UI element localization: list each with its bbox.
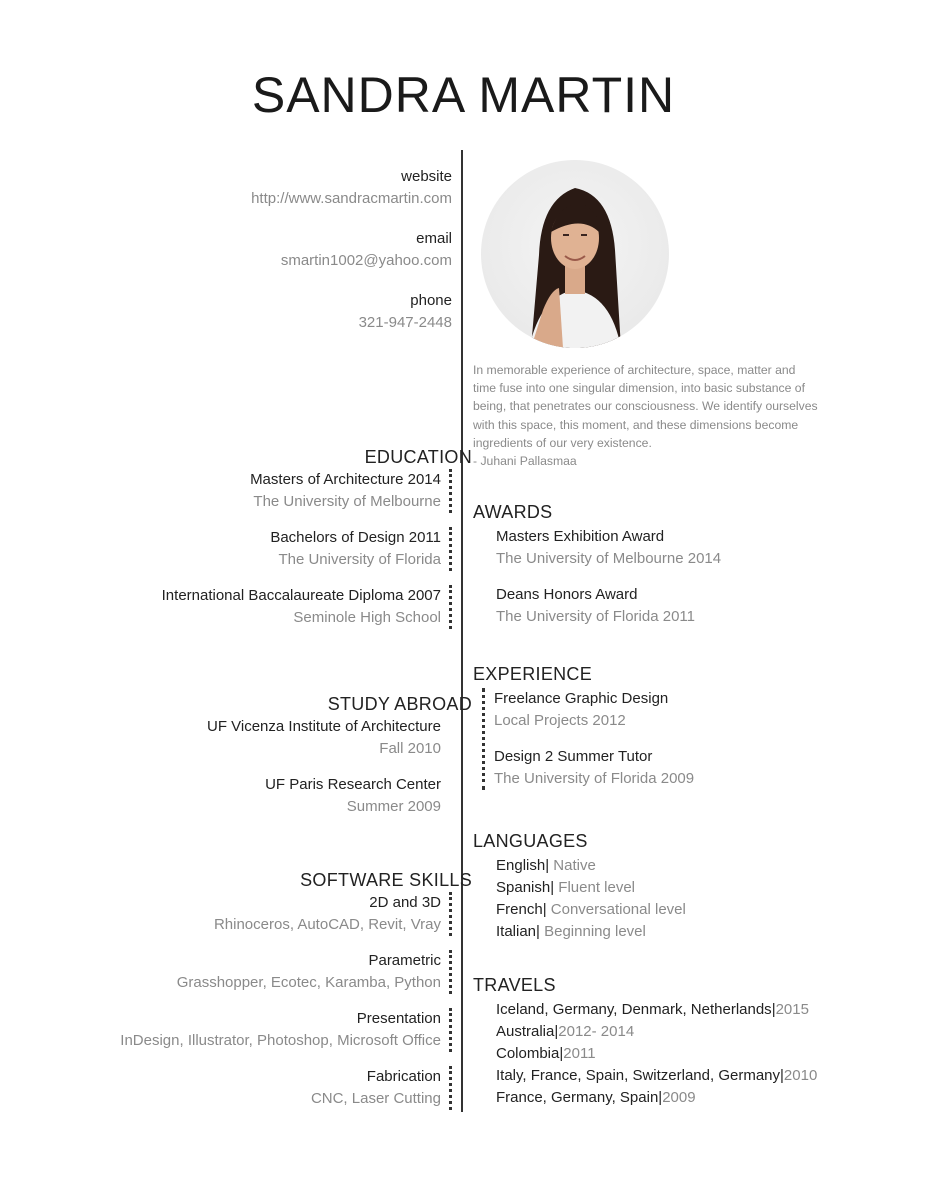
study-abroad-item bbox=[207, 716, 452, 760]
software-skills-section bbox=[120, 868, 472, 1110]
website-link[interactable]: http://www.sandracmartin.com bbox=[251, 190, 452, 207]
award-detail: The University of Florida 2011 bbox=[496, 608, 695, 625]
award-name: Deans Honors Award bbox=[496, 586, 638, 603]
skill-item bbox=[120, 1008, 452, 1052]
separator: | bbox=[780, 1067, 784, 1084]
skill-category: 2D and 3D bbox=[369, 894, 441, 911]
quote-text: In memorable experience of architecture, space, matter and time fuse into one singular dimension, into basic substance of being, that penetrates our consciousness. We identify ourselves with this space, this moment, and these dimensions become ingredients of our very existence. bbox=[473, 363, 818, 450]
portrait-illustration bbox=[481, 160, 669, 348]
experience-heading: EXPERIENCE bbox=[473, 664, 593, 684]
education-section bbox=[161, 445, 472, 629]
award-item bbox=[473, 526, 721, 570]
language-item bbox=[496, 899, 686, 921]
education-item bbox=[162, 469, 452, 513]
language-level: Conversational level bbox=[550, 901, 686, 918]
language-name: French bbox=[496, 901, 543, 918]
education-school: The University of Florida bbox=[278, 551, 441, 568]
experience-detail: Local Projects 2012 bbox=[494, 712, 626, 729]
award-item bbox=[473, 584, 721, 628]
study-abroad-term: Fall 2010 bbox=[379, 740, 441, 757]
travel-item bbox=[496, 1087, 817, 1109]
travel-list bbox=[473, 999, 817, 1109]
skill-item bbox=[120, 950, 452, 994]
education-degree: Masters of Architecture 2014 bbox=[250, 471, 441, 488]
name-title: SANDRA MARTIN bbox=[251, 67, 676, 123]
separator: | bbox=[542, 901, 547, 918]
separator: | bbox=[771, 1001, 776, 1018]
education-heading: EDUCATION bbox=[364, 447, 472, 467]
study-abroad-section bbox=[206, 692, 472, 818]
skill-tools: CNC, Laser Cutting bbox=[310, 1090, 441, 1107]
languages-section bbox=[473, 829, 686, 943]
travel-places: France, Germany, Spain bbox=[496, 1089, 659, 1106]
travel-places: Colombia bbox=[496, 1045, 560, 1062]
language-level: Native bbox=[553, 857, 596, 874]
phone-label: phone bbox=[410, 292, 452, 309]
quote-author: - Juhani Pallasmaa bbox=[473, 454, 577, 469]
experience-detail: The University of Florida 2009 bbox=[494, 770, 695, 787]
skill-tools: Grasshopper, Ecotec, Karamba, Python bbox=[176, 974, 441, 991]
language-item bbox=[496, 921, 686, 943]
award-name: Masters Exhibition Award bbox=[496, 528, 665, 545]
skill-tools: Rhinoceros, AutoCAD, Revit, Vray bbox=[213, 916, 441, 933]
travel-item bbox=[496, 1021, 817, 1043]
award-detail: The University of Melbourne 2014 bbox=[496, 550, 722, 567]
language-item bbox=[496, 877, 686, 899]
separator: | bbox=[559, 1045, 564, 1062]
education-item bbox=[162, 585, 452, 629]
website-label: website bbox=[401, 168, 452, 185]
skill-category: Parametric bbox=[368, 952, 441, 969]
education-school: The University of Melbourne bbox=[253, 493, 441, 510]
language-list bbox=[473, 855, 686, 943]
experience-item bbox=[494, 688, 694, 732]
separator: | bbox=[550, 879, 555, 896]
phone-value: 321-947-2448 bbox=[358, 314, 452, 331]
travel-year: 2011 bbox=[563, 1045, 596, 1062]
skill-item bbox=[120, 892, 452, 936]
travel-places: Iceland, Germany, Denmark, Netherlands bbox=[496, 1001, 772, 1018]
skill-category: Presentation bbox=[356, 1010, 441, 1027]
travel-year: 2015 bbox=[775, 1001, 809, 1018]
language-name: Spanish bbox=[496, 879, 551, 896]
skill-tools: InDesign, Illustrator, Photoshop, Microsoft Office bbox=[120, 1032, 441, 1049]
education-school: Seminole High School bbox=[293, 609, 441, 626]
education-degree: Bachelors of Design 2011 bbox=[270, 529, 441, 546]
language-name: English bbox=[496, 857, 546, 874]
travels-section bbox=[473, 973, 817, 1109]
travel-item bbox=[496, 999, 817, 1021]
skill-category: Fabrication bbox=[366, 1068, 441, 1085]
travel-year: 2009 bbox=[662, 1089, 696, 1106]
separator: | bbox=[536, 923, 540, 940]
travels-heading: TRAVELS bbox=[473, 975, 556, 995]
separator: | bbox=[554, 1023, 559, 1040]
skill-item bbox=[120, 1066, 452, 1110]
separator: | bbox=[545, 857, 550, 874]
software-skills-heading: SOFTWARE SKILLS bbox=[300, 870, 472, 890]
language-level: Fluent level bbox=[558, 879, 636, 896]
languages-heading: LANGUAGES bbox=[473, 831, 588, 851]
travel-item bbox=[496, 1043, 817, 1065]
center-divider bbox=[461, 150, 463, 1112]
travel-year: 2012- 2014 bbox=[558, 1023, 635, 1040]
experience-item bbox=[494, 746, 694, 790]
language-level: Beginning level bbox=[544, 923, 646, 940]
profile-photo bbox=[481, 160, 669, 348]
study-abroad-term: Summer 2009 bbox=[346, 798, 441, 815]
study-abroad-program: UF Paris Research Center bbox=[265, 776, 441, 793]
experience-section bbox=[473, 662, 694, 790]
experience-role: Design 2 Summer Tutor bbox=[494, 748, 653, 765]
education-item bbox=[162, 527, 452, 571]
contact-block bbox=[251, 166, 452, 334]
experience-role: Freelance Graphic Design bbox=[494, 690, 669, 707]
study-abroad-heading: STUDY ABROAD bbox=[327, 694, 472, 714]
language-name: Italian bbox=[496, 923, 537, 940]
travel-places: Italy, France, Spain, Switzerland, Germany bbox=[496, 1067, 781, 1084]
travel-year: 2010 bbox=[783, 1067, 818, 1084]
education-degree: International Baccalaureate Diploma 2007 bbox=[161, 587, 441, 604]
language-item bbox=[496, 855, 686, 877]
awards-heading: AWARDS bbox=[473, 502, 553, 522]
study-abroad-program: UF Vicenza Institute of Architecture bbox=[206, 718, 441, 735]
experience-list bbox=[482, 688, 694, 790]
awards-section bbox=[473, 500, 721, 628]
study-abroad-item bbox=[207, 774, 452, 818]
travel-item bbox=[496, 1065, 817, 1087]
email-link[interactable]: smartin1002@yahoo.com bbox=[280, 252, 452, 269]
travel-places: Australia bbox=[496, 1023, 555, 1040]
quote-block bbox=[473, 361, 818, 470]
separator: | bbox=[658, 1089, 663, 1106]
email-label: email bbox=[416, 230, 452, 247]
